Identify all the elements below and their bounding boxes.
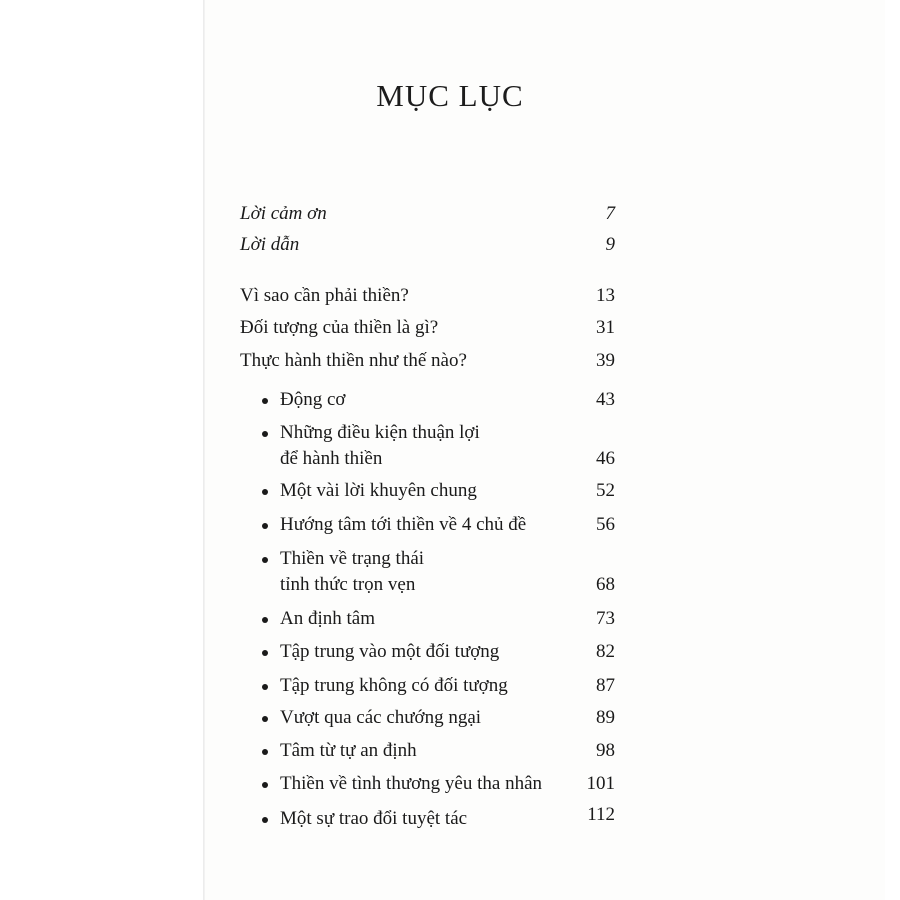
- toc-page-number: 87: [596, 675, 615, 696]
- toc-page-number: 9: [605, 234, 615, 255]
- toc-label: Vượt qua các chướng ngại: [280, 707, 482, 728]
- toc-page-number: 98: [596, 740, 615, 761]
- bullet-icon: [262, 817, 268, 823]
- toc-page-number: 56: [596, 514, 615, 535]
- toc-label: Một vài lời khuyên chung: [280, 480, 477, 501]
- toc-label: Tâm từ tự an định: [280, 740, 417, 761]
- toc-page-number: 101: [586, 773, 615, 794]
- toc-page-number: 112: [587, 804, 615, 825]
- toc-label: Động cơ: [280, 389, 346, 410]
- toc-page-number: 7: [605, 203, 615, 224]
- bullet-icon: [262, 749, 268, 755]
- toc-page-number: 31: [596, 317, 615, 338]
- toc-page-number: 46: [596, 448, 615, 469]
- toc-label: Những điều kiện thuận lợi: [280, 422, 480, 443]
- bullet-icon: [262, 716, 268, 722]
- toc-label: Tập trung không có đối tượng: [280, 675, 508, 696]
- bullet-icon: [262, 782, 268, 788]
- toc-label: An định tâm: [280, 608, 375, 629]
- bullet-icon: [262, 650, 268, 656]
- bullet-icon: [262, 431, 268, 437]
- toc-label-continued: tỉnh thức trọn vẹn: [280, 574, 416, 595]
- toc-label: Vì sao cần phải thiền?: [240, 285, 409, 306]
- toc-label: Tập trung vào một đối tượng: [280, 641, 500, 662]
- bullet-icon: [262, 684, 268, 690]
- page-title: MỤC LỤC: [376, 78, 524, 113]
- toc-page-number: 39: [596, 350, 615, 371]
- toc-subentry: [240, 421, 615, 473]
- toc-label: Thực hành thiền như thế nào?: [240, 350, 467, 371]
- toc-label-continued: để hành thiền: [280, 448, 383, 469]
- bullet-icon: [262, 557, 268, 563]
- toc-page-number: 13: [596, 285, 615, 306]
- toc-label: Hướng tâm tới thiền về 4 chủ đề: [280, 514, 527, 535]
- toc-label: Lời cảm ơn: [240, 203, 327, 224]
- toc-label: Đối tượng của thiền là gì?: [240, 317, 439, 338]
- toc-label: Thiền về trạng thái: [280, 548, 425, 569]
- toc-page-number: 52: [596, 480, 615, 501]
- toc-page-number: 89: [596, 707, 615, 728]
- toc-page-number: 82: [596, 641, 615, 662]
- bullet-icon: [262, 489, 268, 495]
- toc-label: Lời dẫn: [240, 234, 300, 255]
- toc-label: Thiền về tình thương yêu tha nhân: [280, 773, 543, 794]
- toc-page-number: 43: [596, 389, 615, 410]
- toc-page-number: 73: [596, 608, 615, 629]
- bullet-icon: [262, 617, 268, 623]
- bullet-icon: [262, 523, 268, 529]
- toc-subentry: [240, 547, 615, 599]
- toc-label: Một sự trao đổi tuyệt tác: [280, 808, 468, 829]
- toc-page-number: 68: [596, 574, 615, 595]
- bullet-icon: [262, 398, 268, 404]
